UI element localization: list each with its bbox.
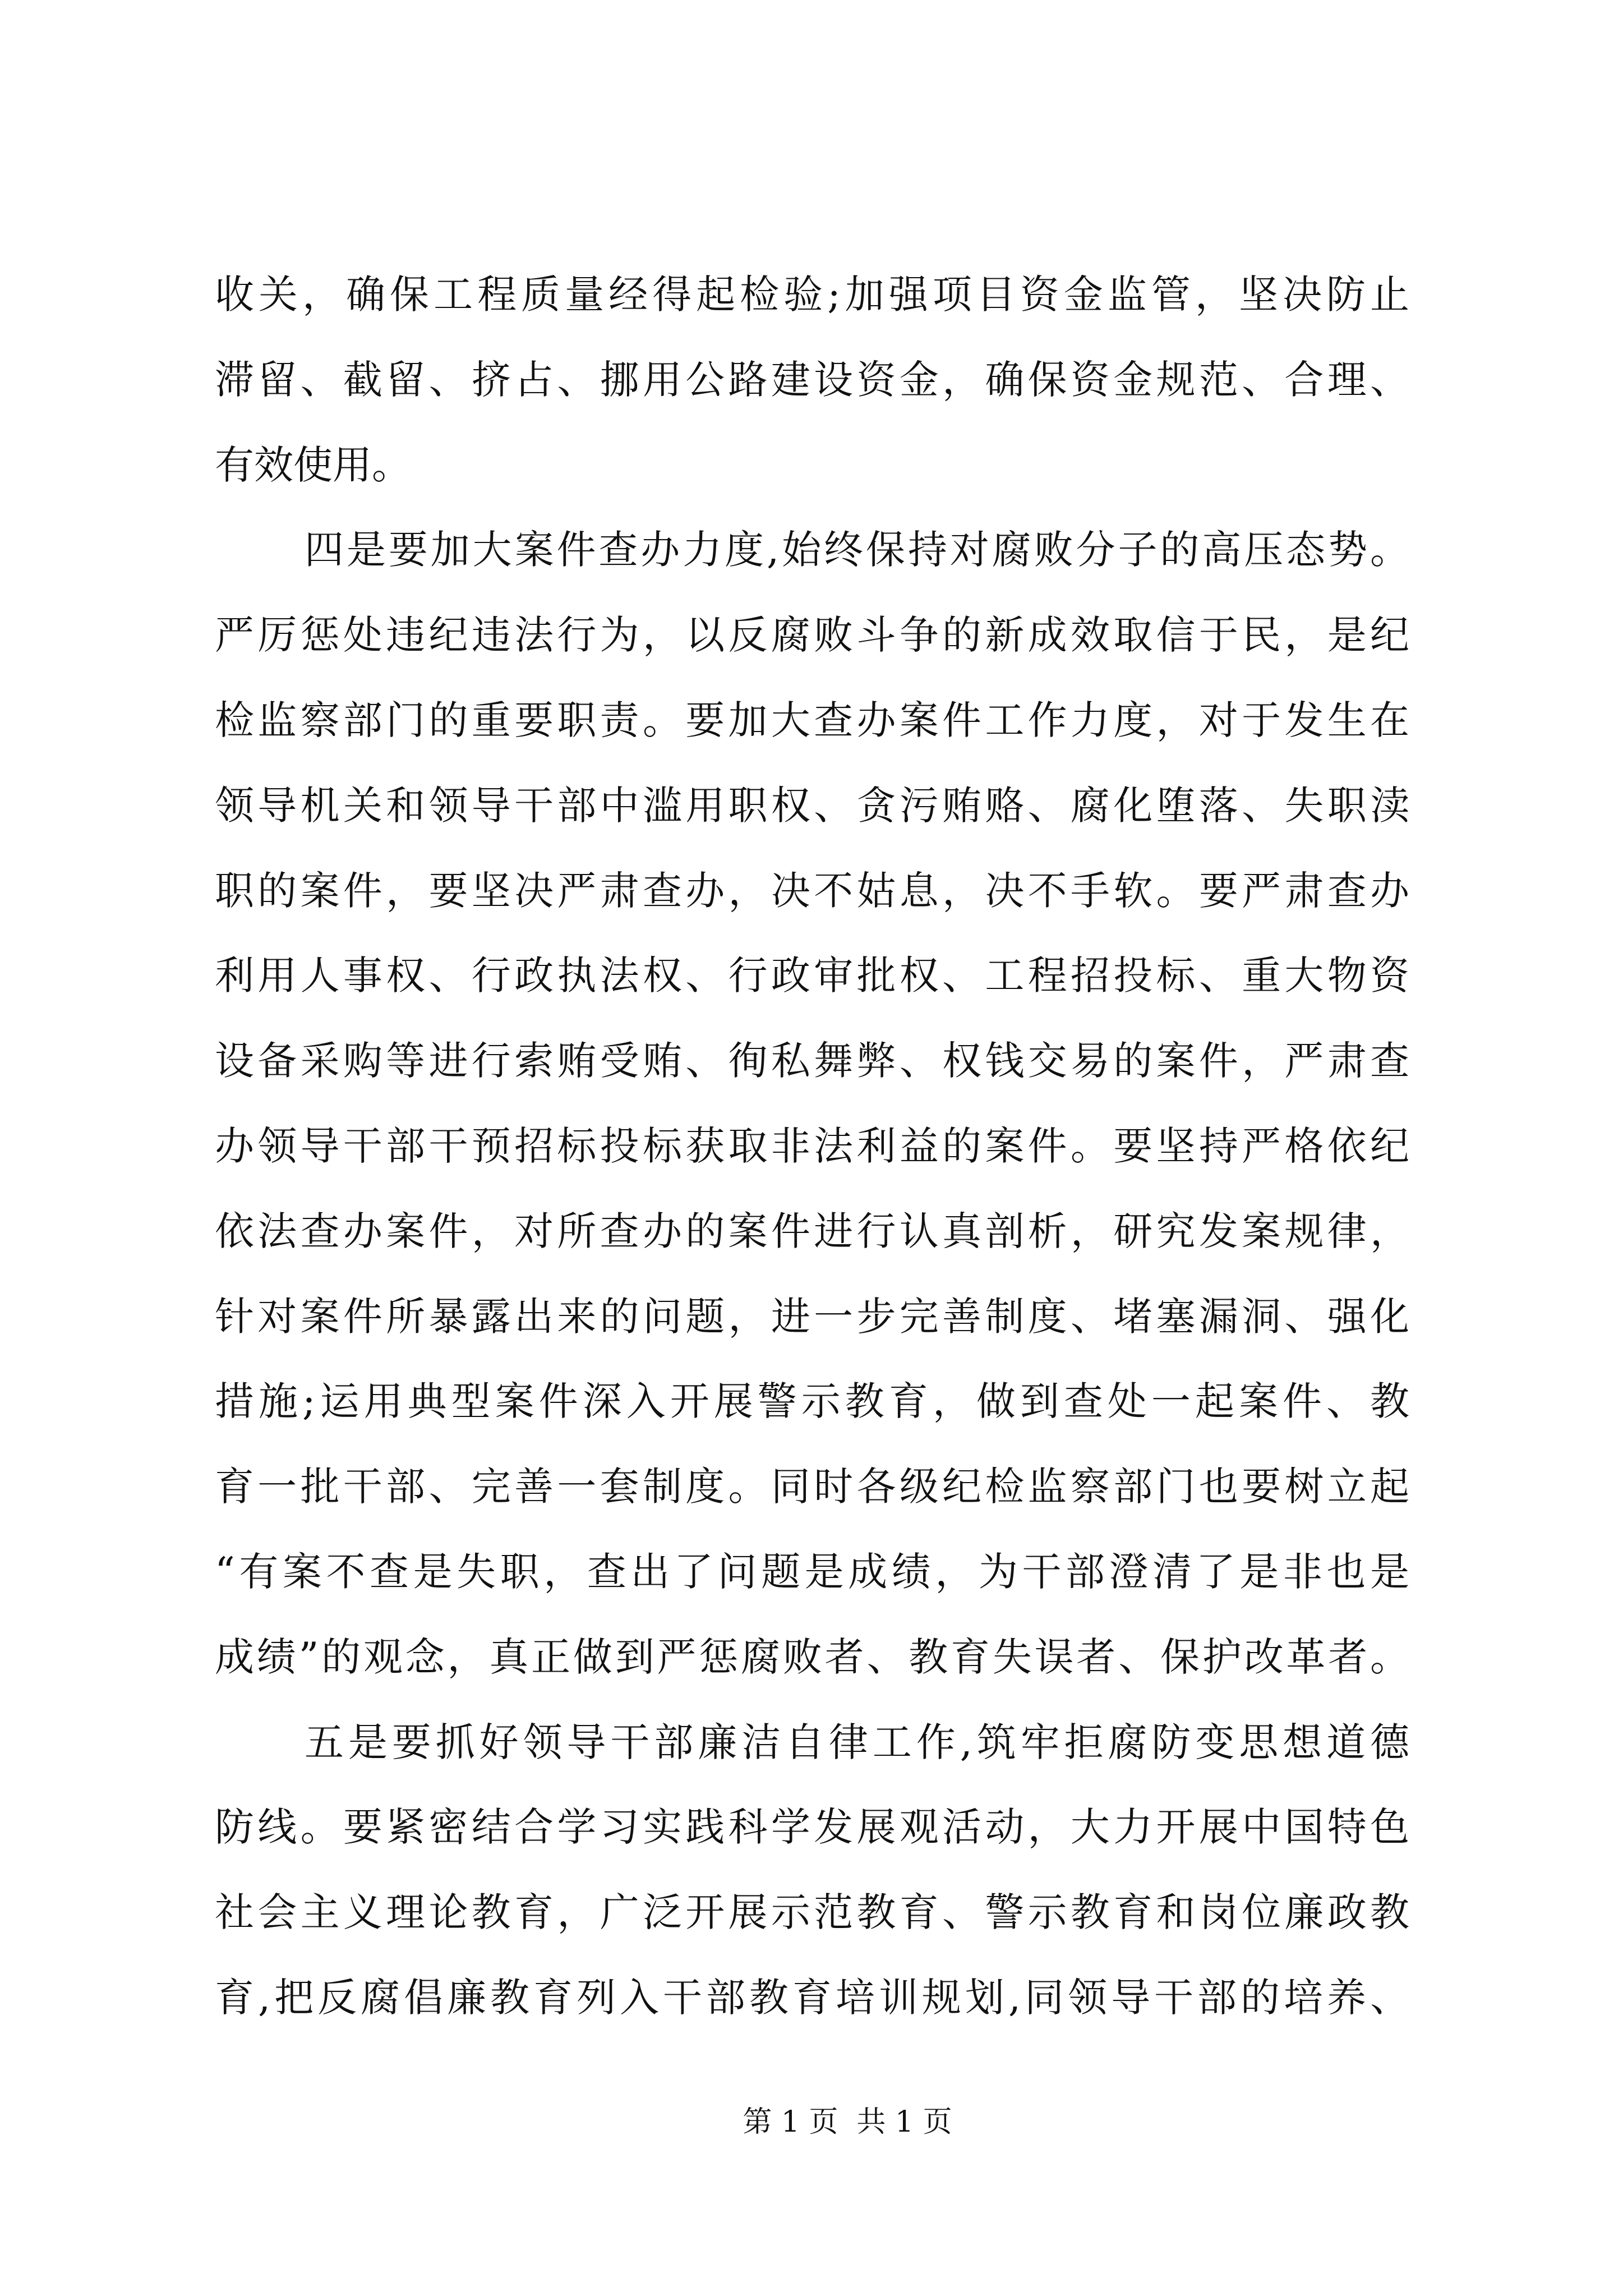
paragraph [215, 252, 1409, 508]
body-text [215, 252, 1409, 2041]
text-line: 防线。要紧密结合学习实践科学发展观活动，大力开展中国特色 [215, 1804, 1409, 1851]
page-footer: 第 1 页 共 1 页 [743, 2105, 952, 2139]
text-line: 领导机关和领导干部中滥用职权、贪污贿赂、腐化堕落、失职渎 [215, 782, 1409, 829]
text-line: 设备采购等进行索贿受贿、徇私舞弊、权钱交易的案件，严肃查 [215, 1038, 1409, 1084]
text-line: 四是要加大案件查办力度,始终保持对腐败分子的高压态势。 [305, 527, 1409, 573]
text-line: 滞留、截留、挤占、挪用公路建设资金，确保资金规范、合理、 [215, 356, 1409, 403]
text-line: 育,把反腐倡廉教育列入干部教育培训规划,同领导干部的培养、 [215, 1974, 1409, 2021]
text-line: 针对案件所暴露出来的问题，进一步完善制度、堵塞漏洞、强化 [215, 1293, 1409, 1340]
text-line: 依法查办案件，对所查办的案件进行认真剖析，研究发案规律， [215, 1208, 1409, 1254]
text-line: 社会主义理论教育，广泛开展示范教育、警示教育和岗位廉政教 [215, 1889, 1409, 1936]
text-line: 五是要抓好领导干部廉洁自律工作,筑牢拒腐防变思想道德 [305, 1719, 1409, 1765]
text-line: 措施;运用典型案件深入开展警示教育，做到查处一起案件、教 [215, 1378, 1409, 1425]
text-line: 育一批干部、完善一套制度。同时各级纪检监察部门也要树立起 [215, 1464, 1409, 1510]
text-line: 检监察部门的重要职责。要加大查办案件工作力度，对于发生在 [215, 697, 1409, 743]
text-line: “有案不查是失职，查出了问题是成绩，为干部澄清了是非也是 [215, 1548, 1409, 1595]
text-line: 严厉惩处违纪违法行为，以反腐败斗争的新成效取信于民，是纪 [215, 612, 1409, 659]
text-line: 成绩”的观念，真正做到严惩腐败者、教育失误者、保护改革者。 [215, 1634, 1409, 1680]
text-line: 收关，确保工程质量经得起检验;加强项目资金监管，坚决防止 [215, 272, 1409, 318]
paragraph [215, 508, 1409, 1700]
text-line: 有效使用。 [215, 441, 411, 488]
text-line: 办领导干部干预招标投标获取非法利益的案件。要坚持严格依纪 [215, 1122, 1409, 1169]
text-line: 职的案件，要坚决严肃查办，决不姑息，决不手软。要严肃查办 [215, 867, 1409, 914]
text-line: 利用人事权、行政执法权、行政审批权、工程招投标、重大物资 [215, 953, 1409, 999]
paragraph [215, 1700, 1409, 2041]
